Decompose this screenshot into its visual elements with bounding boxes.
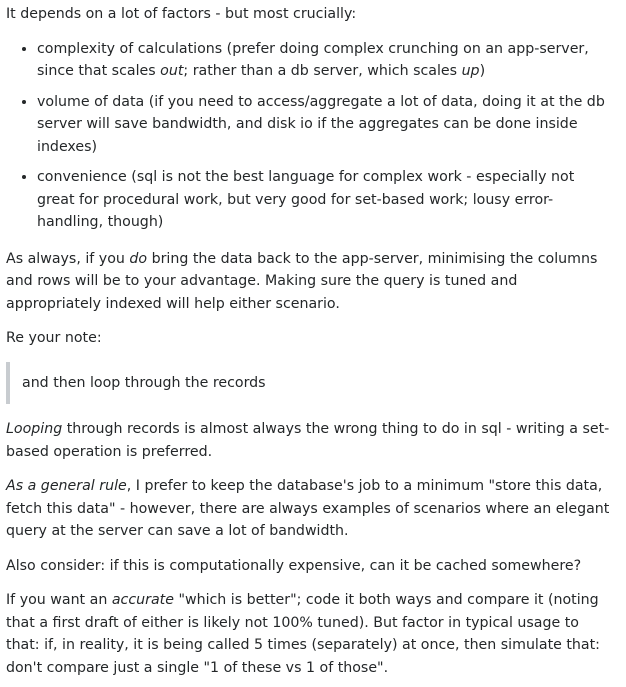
re-note-paragraph: Re your note: [6, 330, 102, 346]
list-item [37, 91, 616, 159]
emphasis: As a general rule [6, 478, 127, 494]
paragraph-text: If you want an [6, 592, 112, 608]
paragraph-general-rule [6, 475, 616, 543]
factor-text: convenience (sql is not the best language for complex work - especially not great for procedural work, but very good for set-based work; lousy error-handling, though) [37, 169, 575, 230]
factor-text: ; rather than a db server, which scales [183, 63, 462, 79]
blockquote [6, 362, 616, 405]
intro-paragraph: It depends on a lot of factors - but most crucially: [6, 6, 357, 22]
emphasis: do [129, 250, 148, 267]
list-item [37, 166, 616, 234]
emphasis: out [160, 63, 184, 79]
factor-text: complexity of calculations (prefer doing complex crunching on an app-server, since that scales [37, 40, 589, 79]
factor-text: ) [479, 63, 486, 79]
paragraph-text: "which is better"; code it both ways and compare it (noting that a first draft of either is likely not 100% tuned). But factor in typical usage to that: if, in reality, it is being called 5 times (separately) at once, then simulate that: don't compare just a single "1 of these vs 1 of those". [6, 592, 600, 676]
paragraph-as-always [6, 248, 616, 316]
paragraph-cache: Also consider: if this is computationally expensive, can it be cached somewhere? [6, 557, 582, 574]
factor-text: volume of data (if you need to access/aggregate a lot of data, doing it at the db server will save bandwidth, and disk io if the aggregates can be done inside indexes) [37, 93, 605, 155]
emphasis: Looping [6, 421, 63, 437]
list-item [37, 38, 616, 83]
paragraph-text: through records is almost always the wrong thing to do in sql - writing a set-based operation is preferred. [6, 421, 610, 460]
paragraph-text: , I prefer to keep the database's job to a minimum "store this data, fetch this data" - however, there are always examples of scenarios where an elegant query at the server can save a lot of bandwidth. [6, 478, 610, 539]
paragraph-text: As always, if you [6, 250, 130, 267]
emphasis: up [461, 63, 480, 79]
paragraph-accurate [6, 589, 616, 679]
paragraph-looping [6, 418, 616, 463]
factors-list [6, 38, 616, 234]
paragraph-text: bring the data back to the app-server, minimising the columns and rows will be to your advantage. Making sure the query is tuned and appropriately indexed will help either scenario. [6, 250, 598, 312]
emphasis: accurate [111, 592, 174, 608]
quote-text: and then loop through the records [22, 374, 266, 391]
